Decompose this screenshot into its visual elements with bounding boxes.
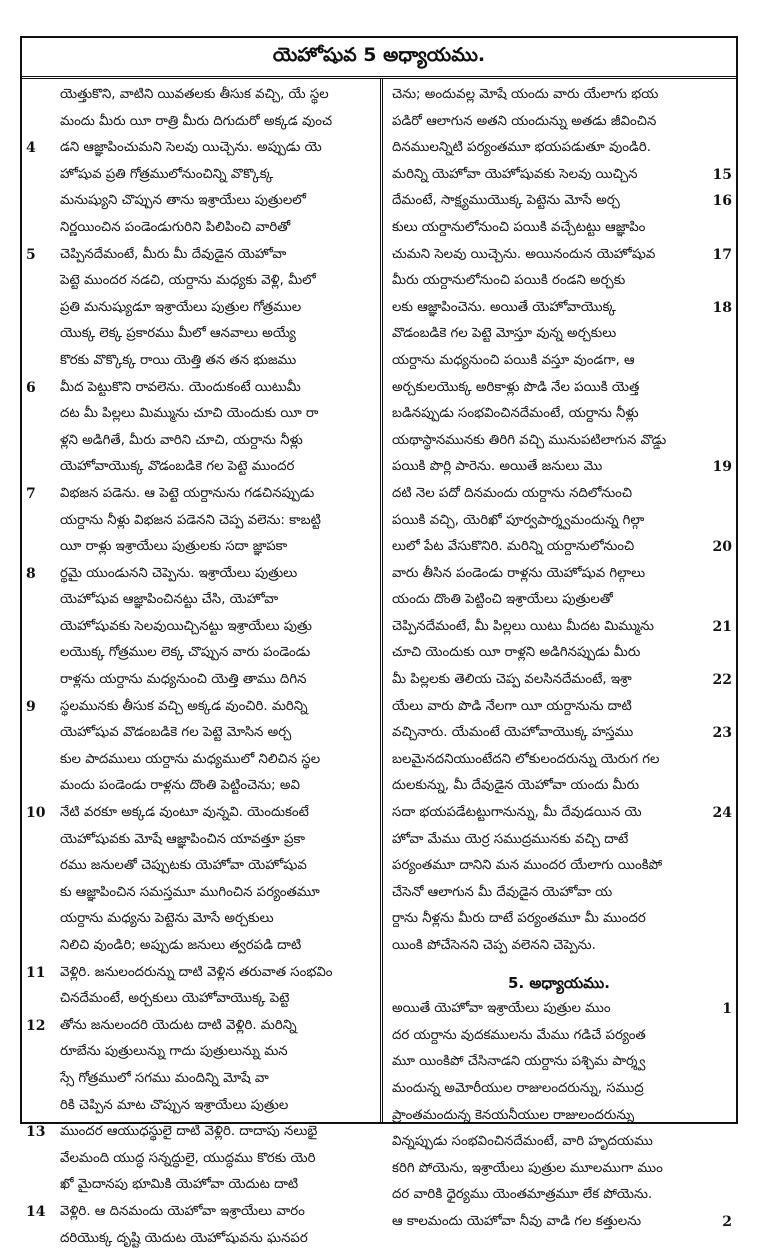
text-line	[384, 853, 734, 880]
text-line	[22, 1093, 378, 1120]
text-line	[22, 694, 378, 721]
line-text: కులు యర్దానులోనుంచి పయికి వచ్చేటట్టు ఆజ్ఞాపిం	[392, 219, 646, 235]
line-text: ఆ కాలమందు యెహోవా నీవు వాడి గల కత్తులను	[392, 1213, 642, 1229]
text-line	[22, 215, 378, 242]
line-text: బడినప్పుడు సంభవించినదేమంటే, యర్దాను నీళ్లు	[392, 406, 639, 422]
verse-number: 7	[26, 485, 36, 502]
text-line	[384, 1103, 734, 1130]
text-line	[384, 534, 734, 561]
line-text: నిర్ణయించిన పండెండుగురిని పిలిపించి వారితో	[60, 219, 291, 235]
text-line	[384, 773, 734, 800]
text-line	[384, 1209, 734, 1236]
text-line	[22, 986, 378, 1013]
line-text: పర్యంతమూ దానిని మన ముందర యేలాగు యింకిపో	[392, 858, 663, 874]
line-text: యర్దాను మధ్యనుంచి పయికి వస్తూ వుండగా, ఆ	[392, 352, 635, 368]
line-text: యెత్తుకొని, వాటిని యివతలకు తీసుక వచ్చి, యే స్థల	[60, 87, 329, 102]
line-text: యందు దొంతి పెట్టించి ఇశ్రాయేలు పుత్రులతో	[392, 592, 613, 608]
verse-number: 17	[712, 246, 732, 263]
verse-number: 8	[26, 565, 36, 582]
text-line	[384, 188, 734, 215]
line-text: యెహోవాయొక్క వొడంబడికె గల పెట్టె ముందర	[60, 459, 295, 475]
text-line	[22, 268, 378, 295]
text-line	[22, 1226, 378, 1252]
line-text: నేటి వరకూ అక్కడ వుంటూ వున్నవి. యెందుకంటే	[60, 805, 309, 821]
line-text: దినములన్నిటి పర్యంతమూ భయపడుతూ వుండిరి.	[392, 140, 651, 156]
line-text: మందు మీరు యీ రాత్రి మీరు దిగుదురో అక్కడ వుంచ	[60, 113, 333, 129]
text-line	[22, 242, 378, 269]
text-line	[22, 188, 378, 215]
line-text: దర యర్దాను వుదకములను మేము గడిచే పర్యంత	[392, 1027, 646, 1043]
text-line	[22, 534, 378, 561]
line-text: దర వారికి ధైర్యము యెంతమాత్రమూ లేక పోయెను.	[392, 1187, 653, 1203]
text-line	[384, 268, 734, 295]
text-line	[384, 481, 734, 508]
verse-number: 21	[712, 618, 732, 635]
text-line	[22, 720, 378, 747]
verse-number: 12	[26, 1017, 46, 1034]
text-line	[22, 1066, 378, 1093]
line-text: వచ్చినారు. యేమంటే యెహోవాయొక్క హస్తము	[392, 725, 634, 741]
text-line	[22, 1119, 378, 1146]
line-text: అర్చకులయొక్క అరికాళ్లు పొడి నేల పయికి యెత్త	[392, 379, 640, 395]
text-line	[22, 880, 378, 907]
text-line	[384, 561, 734, 588]
verse-number: 18	[712, 299, 732, 316]
line-text: చెప్పినదేమంటే, మీ పిల్లలు యిటు మీదట మిమ్మును	[392, 618, 654, 634]
line-text: కొరకు వొక్కొక్క రాయి యెత్తి తన తన భుజము	[60, 352, 297, 368]
verse-number: 5	[26, 246, 36, 263]
text-line	[384, 428, 734, 455]
text-line	[384, 1156, 734, 1183]
text-line	[384, 242, 734, 269]
text-line	[384, 82, 734, 109]
left-column	[22, 82, 378, 1246]
line-text: కరిగి పోయెను, ఇశ్రాయేలు పుత్రుల మూలముగా ముం	[392, 1160, 663, 1176]
verse-number: 16	[712, 193, 732, 210]
line-text: హోవా మేము యెర్ర సముద్రమునకు వచ్చి దాటే	[392, 831, 629, 847]
line-text: యెహోషువ వొడంబడికె గల పెట్టె మోసిన అర్చ	[60, 725, 292, 741]
line-text: వొడంబడికె గల పెట్టె మోస్తూ వున్న అర్చకులు	[392, 326, 617, 342]
text-line	[384, 694, 734, 721]
text-line	[22, 375, 378, 402]
text-line	[384, 375, 734, 402]
line-text: ర్దాను నీళ్లను మీరు దాటే పర్యంతమూ మీ ముందర	[392, 911, 646, 927]
line-text: వారు తీసిన పండెండు రాళ్లను యెహోషువ గిల్గాలు	[392, 565, 646, 581]
text-line	[22, 82, 378, 109]
line-text: లకు ఆజ్ఞాపించెను. అయితే యెహోవాయొక్క	[392, 299, 616, 315]
line-text: మందున్న అమోరీయుల రాజులందరున్ను, సముద్ర	[392, 1080, 644, 1096]
line-text: లయొక్క గోత్రముల లెక్క చొప్పున వారు పండెండు	[60, 645, 311, 661]
line-text: యెహోషువకు సెలవుయిచ్చినట్టు ఇశ్రాయేలు పుత్రు	[60, 618, 312, 634]
column-divider	[380, 79, 383, 1122]
line-text: కుల పాదములు యర్దాను మధ్యములో నిలిచిన స్థల	[60, 751, 321, 767]
line-text: వేలమంది యుద్ధ సన్నద్ధులై, యుద్ధము కొరకు యెరి	[60, 1150, 316, 1166]
text-line	[22, 481, 378, 508]
text-line	[384, 614, 734, 641]
text-line	[384, 1023, 734, 1050]
line-text: యెహోషువకు మోషే ఆజ్ఞాపించిన యావత్తూ ప్రకా	[60, 831, 306, 847]
line-text: ఖో మైదానపు భూమికి యెహోవా యెదుట దాటి	[60, 1177, 299, 1193]
line-text: పయికి వచ్చి, యెరిఖో పూర్వపార్శ్వమందున్న గిల్గా	[392, 512, 645, 528]
text-line	[22, 747, 378, 774]
text-line	[22, 135, 378, 162]
line-text: తోను జనులందరి యెదుట దాటి వెళ్లిరి. మరిన్ని	[60, 1017, 297, 1033]
text-line	[22, 321, 378, 348]
text-line	[22, 454, 378, 481]
text-line	[384, 1129, 734, 1156]
text-line	[22, 827, 378, 854]
line-text: మందు పండెండు రాళ్లను దొంతి పెట్టించెను; అవి	[60, 778, 300, 794]
text-line	[384, 508, 734, 535]
line-text: విన్నప్పుడు సంభవించినదేమంటే, వారి హృదయము	[392, 1134, 653, 1150]
line-text: చేసెనో ఆలాగున మీ దేవుడైన యెహోవా య	[392, 884, 613, 900]
right-column	[384, 82, 734, 1230]
line-text: కు ఆజ్ఞాపించిన సమస్తమూ ముగించిన పర్యంతమూ	[60, 884, 320, 900]
line-text: యింకి పోచేసెనని చెప్ప వలెనని చెప్పెను.	[392, 938, 596, 953]
text-line	[22, 906, 378, 933]
line-text: చుమని సెలవు యిచ్చెను. అయినందున యెహోషువ	[392, 246, 656, 262]
line-text: సదా భయపడేటట్టుగానున్ను, మీ దేవుడయిన యె	[392, 805, 642, 821]
line-text: రూబేను పుత్రులున్ను గాదు పుత్రులున్ను మన	[60, 1044, 288, 1060]
text-line	[384, 1049, 734, 1076]
text-line	[22, 561, 378, 588]
text-line	[22, 667, 378, 694]
text-line	[22, 508, 378, 535]
line-text: మనుష్యుని చొప్పున తాను ఇశ్రాయేలు పుత్రులలో	[60, 193, 306, 209]
line-text: పెట్టె ముందర నడచి, యర్దాను మధ్యకు వెళ్లి, మీలో	[60, 273, 316, 289]
line-text: చెప్పినదేమంటే, మీరు మీ దేవుడైన యెహోవా	[60, 246, 287, 262]
text-line	[384, 321, 734, 348]
line-text: ళ్లని అడిగితే, మీరు వారిని చూచి, యర్దాను నీళ్లు	[60, 432, 303, 448]
text-line	[22, 109, 378, 136]
line-text: యర్దాను నీళ్లు విభజన పడెనని చెప్ప వలెను: కాబట్టి	[60, 512, 321, 528]
text-line	[22, 401, 378, 428]
line-text: మూ యింకిపో చేసినాడని యర్దాను పశ్చిమ పార్శ్వ	[392, 1054, 646, 1070]
text-line	[384, 996, 734, 1023]
text-line	[22, 853, 378, 880]
line-text: ప్రాంతమందున్న కెనయనీయుల రాజులందరున్ను	[392, 1107, 635, 1123]
text-line	[384, 827, 734, 854]
line-text: వెళ్లిరి. జనులందరున్ను దాటి వెళ్లిన తరువాత సంభవిం	[60, 964, 333, 980]
line-text: యథాస్థానమునకు తిరిగి వచ్చి మునుపటిలాగున వొడ్డు	[392, 432, 667, 448]
text-line	[22, 428, 378, 455]
text-line	[22, 1172, 378, 1199]
text-line	[22, 1039, 378, 1066]
text-line	[22, 1146, 378, 1173]
line-text: దట మీ పిల్లలు మిమ్మును చూచి యెందుకు యీ రా	[60, 406, 319, 422]
line-text: దరియొక్క దృష్టి యెదుట యెహోషువను ఘనపర	[60, 1230, 308, 1246]
text-line	[384, 162, 734, 189]
text-line	[384, 667, 734, 694]
line-text: మరిన్ని యెహోవా యెహోషువకు సెలవు యిచ్చిన	[392, 166, 638, 182]
line-text: వెళ్లిరి. ఆ దినమందు యెహోవా ఇశ్రాయేలు వారం	[60, 1203, 305, 1219]
text-line	[22, 640, 378, 667]
text-line	[384, 640, 734, 667]
text-line	[384, 454, 734, 481]
verse-number: 4	[26, 140, 36, 157]
text-line	[22, 295, 378, 322]
text-line	[384, 1076, 734, 1103]
text-line	[384, 747, 734, 774]
verse-number: 15	[712, 166, 732, 183]
text-line	[384, 348, 734, 375]
text-line	[384, 880, 734, 907]
line-text: యీ రాళ్లు ఇశ్రాయేలు పుత్రులకు సదా జ్ఞాపకా	[60, 539, 288, 555]
line-text: నిలిచి వుండిరి; అప్పుడు జనులు త్వరపడి దాటి	[60, 938, 302, 953]
line-text: హోషువ ప్రతి గోత్రములోనుంచిన్ని వొక్కొక్క	[60, 166, 274, 182]
verse-number: 22	[712, 672, 732, 689]
verse-number: 10	[26, 805, 46, 822]
line-text: యేలు వారు పొడి నేలగా యీ యర్దానును దాటి	[392, 698, 632, 714]
line-text: రాళ్లను యర్దాను మధ్యనుంచి యెత్తి తాము దిగిన	[60, 672, 307, 688]
text-line	[22, 800, 378, 827]
text-line	[384, 720, 734, 747]
text-line	[22, 960, 378, 987]
line-text: అయితే యెహోవా ఇశ్రాయేలు పుత్రుల ముం	[392, 1001, 611, 1017]
page-frame	[20, 36, 738, 1246]
line-text: చెను; అందువల్ల మోషే యందు వారు యేలాగు భయ	[392, 87, 659, 102]
text-line	[384, 295, 734, 322]
verse-number: 2	[722, 1213, 732, 1230]
chapter-heading: 5. అధ్యాయము.	[508, 973, 610, 992]
text-line	[22, 348, 378, 375]
line-text: దులకున్ను, మీ దేవుడైన యెహోవా యందు మీరు	[392, 778, 640, 794]
text-line	[384, 1182, 734, 1209]
line-text: దేమంటే, సాక్ష్యముయొక్క పెట్టెను మోసే అర్చ	[392, 193, 620, 209]
verse-number: 20	[712, 539, 732, 556]
line-text: రము జనులతో చెప్పుటకు యెహోవా యెహోషువ	[60, 858, 307, 874]
heading-spacer	[384, 960, 734, 970]
text-line	[384, 906, 734, 933]
line-text: స్సే గోత్రములో సగము మందిన్ని మోషే వా	[60, 1070, 269, 1086]
verse-number: 19	[712, 459, 732, 476]
line-text: చినదేమంటే, అర్చకులు యెహోవాయొక్క పెట్టె	[60, 991, 290, 1007]
text-line	[384, 215, 734, 242]
line-text: ప్రతి మనుష్యుడూ ఇశ్రాయేలు పుత్రుల గోత్రముల	[60, 299, 302, 315]
line-text: యెహోషువ ఆజ్ఞాపించినట్టు చేసి, యెహోవా	[60, 592, 279, 608]
verse-number: 23	[712, 725, 732, 742]
line-text: ర్థమై యుండునని చెప్పెను. ఇశ్రాయేలు పుత్రులు	[60, 565, 298, 581]
line-text: దటి నెల పదో దినమందు యర్దాను నదిలోనుంచి	[392, 485, 633, 501]
line-text: లులో పేట వేసుకొనిరి. మరిన్ని యర్దానులోనుంచి	[392, 539, 635, 555]
text-line	[384, 800, 734, 827]
text-line	[22, 933, 378, 960]
text-line	[22, 587, 378, 614]
line-text: పడిరో ఆలాగున అతని యందున్ను అతడు జీవించిన	[392, 113, 657, 129]
verse-number: 24	[712, 805, 732, 822]
verse-number: 1	[722, 1001, 732, 1018]
line-text: డని ఆజ్ఞాపించుమని సెలవు యిచ్చెను. అప్పుడు యె	[60, 140, 322, 156]
line-text: స్థలమునకు తీసుక వచ్చి అక్కడ వుంచిరి. మరిన్ని	[60, 698, 308, 714]
line-text: బలమైనదనియుంటేదని లోకులందరున్ను యెరుగ గల	[392, 751, 660, 767]
verse-number: 14	[26, 1203, 46, 1220]
verse-number: 6	[26, 379, 36, 396]
text-line	[22, 773, 378, 800]
line-text: ముందర ఆయుధస్థులై దాటి వెళ్లిరి. దాదాపు నలుభై	[60, 1124, 318, 1140]
text-line	[22, 614, 378, 641]
text-line	[384, 933, 734, 960]
line-text: మీద పెట్టుకొని రావలెను. యెందుకంటే యిటుమీ	[60, 379, 301, 395]
text-line	[384, 587, 734, 614]
line-text: మీరు యర్దానులోనుంచి పయికి రండని అర్చకు	[392, 273, 626, 289]
text-line	[22, 162, 378, 189]
text-line	[22, 1199, 378, 1226]
verse-number: 11	[26, 964, 46, 981]
verse-number: 13	[26, 1124, 46, 1141]
line-text: రికి చెప్పిన మాట చొప్పున ఇశ్రాయేలు పుత్రుల	[60, 1097, 289, 1113]
line-text: విభజన పడెను. ఆ పెట్టె యర్దానును గడచినప్పుడు	[60, 485, 315, 501]
text-line	[384, 401, 734, 428]
line-text: యర్దాను మధ్యను పెట్టెను మోసే అర్చకులు	[60, 911, 274, 927]
text-line	[384, 135, 734, 162]
page-title: యెహోషువ 5 అధ్యాయము.	[22, 38, 736, 79]
line-text: చూచి యెందుకు యీ రాళ్లని అడిగినప్పుడు మీరు	[392, 645, 641, 661]
text-line	[384, 109, 734, 136]
verse-number: 9	[26, 698, 36, 715]
text-line	[22, 1013, 378, 1040]
line-text: యొక్క లెక్క ప్రకారము మీలో ఆనవాలు అయ్యే	[60, 326, 296, 342]
line-text: మీ పిల్లలకు తెలియ చెప్ప వలసినదేమంటే, ఇశ్రా	[392, 672, 632, 688]
line-text: పయికి పొర్లి పారెను. అయితే జనులు మొ	[392, 459, 603, 475]
